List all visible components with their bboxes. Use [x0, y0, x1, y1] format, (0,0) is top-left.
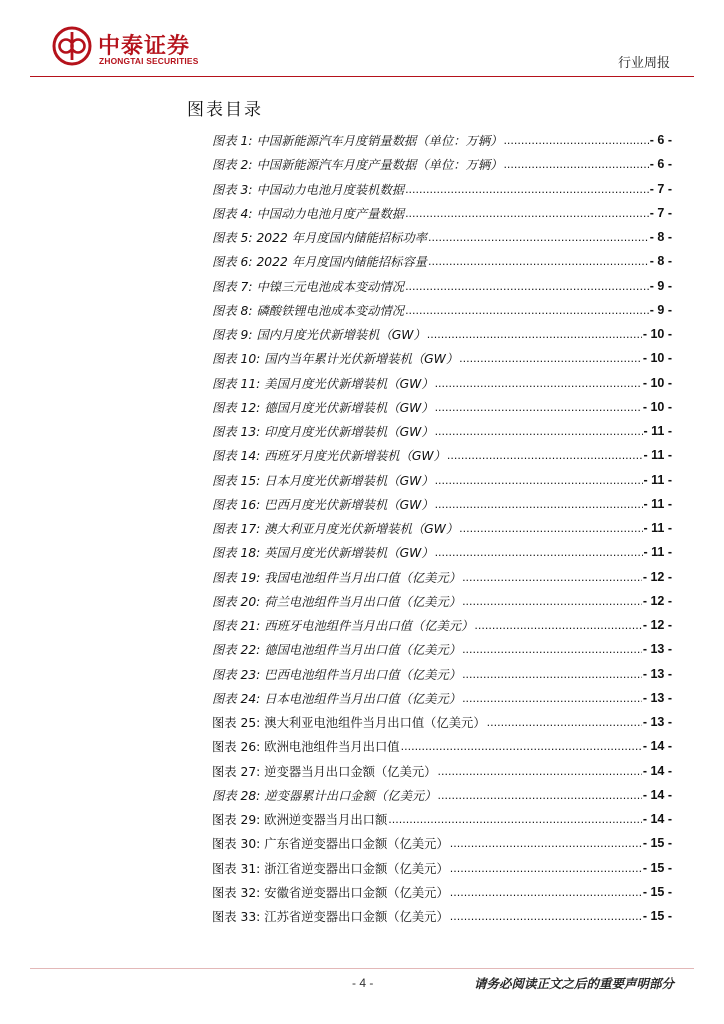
toc-entry-title: 中国新能源汽车月度销量数据（单位：万辆） — [256, 134, 503, 149]
toc-entry-page: - 12 - — [642, 569, 672, 584]
page-header — [0, 0, 724, 80]
toc-entry[interactable] — [212, 274, 672, 298]
toc-entry-page: - 15 - — [642, 836, 672, 851]
toc-leader-dots — [450, 861, 642, 875]
toc-leader-dots — [388, 812, 642, 826]
toc-entry-label: 图表 10: — [212, 352, 261, 367]
toc-entry[interactable] — [212, 322, 672, 346]
toc-entry-title: 2022 年月度国内储能招标功率 — [256, 231, 427, 246]
toc-entry-label: 图表 4: — [212, 206, 253, 221]
toc-entry[interactable] — [212, 565, 672, 589]
toc-leader-dots — [462, 594, 642, 608]
toc-entry[interactable] — [212, 662, 672, 686]
toc-leader-dots — [459, 351, 642, 365]
toc-entry-page: - 10 - — [642, 351, 672, 366]
toc-entry-title: 江苏省逆变器出口金额（亿美元） — [264, 910, 449, 925]
toc-entry-label: 图表 23: — [212, 667, 261, 682]
toc-entry-page: - 14 - — [642, 787, 672, 802]
toc-entry[interactable] — [212, 201, 672, 225]
toc-entry-page: - 13 - — [642, 690, 672, 705]
toc-entry-page: - 6 - — [649, 157, 672, 172]
toc-entry-label: 图表 22: — [212, 643, 261, 658]
toc-entry-page: - 10 - — [642, 399, 672, 414]
toc-entry[interactable] — [212, 371, 672, 395]
toc-leader-dots — [405, 206, 649, 220]
toc-entry-title: 荷兰电池组件当月出口值（亿美元） — [264, 594, 462, 609]
toc-entry-label: 图表 13: — [212, 425, 261, 440]
toc-leader-dots — [462, 570, 642, 584]
toc-entry-page: - 11 - — [643, 424, 672, 439]
toc-entry-page: - 15 - — [642, 884, 672, 899]
toc-entry-page: - 13 - — [642, 642, 672, 657]
toc-entry-label: 图表 18: — [212, 546, 261, 561]
toc-entry-title: 澳大利亚电池组件当月出口值（亿美元） — [264, 716, 486, 731]
toc-entry-page: - 14 - — [642, 739, 672, 754]
toc-leader-dots — [435, 473, 643, 487]
toc-leader-dots — [462, 691, 642, 705]
header-divider — [30, 76, 694, 77]
toc-leader-dots — [474, 618, 641, 632]
toc-entry[interactable] — [212, 128, 672, 152]
toc-entry-page: - 9 - — [649, 278, 672, 293]
toc-entry[interactable] — [212, 249, 672, 273]
footer-divider — [30, 968, 694, 969]
toc-entry[interactable] — [212, 589, 672, 613]
toc-leader-dots — [428, 254, 649, 268]
toc-entry-label: 图表 20: — [212, 594, 261, 609]
toc-entry-page: - 11 - — [643, 521, 672, 536]
toc-leader-dots — [437, 788, 641, 802]
toc-entry-label: 图表 3: — [212, 182, 253, 197]
toc-entry-label: 图表 19: — [212, 570, 261, 585]
toc-entry[interactable] — [212, 783, 672, 807]
toc-leader-dots — [435, 497, 643, 511]
toc-entry-page: - 9 - — [649, 302, 672, 317]
toc-entry[interactable] — [212, 540, 672, 564]
toc-entry-title: 中国动力电池月度装机数据 — [256, 182, 405, 197]
toc-leader-dots — [503, 133, 648, 147]
toc-entry-page: - 7 - — [649, 181, 672, 196]
toc-entry[interactable] — [212, 516, 672, 540]
toc-entry-label: 图表 27: — [212, 764, 261, 779]
toc-entry-title: 印度月度光伏新增装机（GW） — [264, 425, 434, 440]
toc-leader-dots — [401, 739, 642, 753]
toc-entry-page: - 8 - — [649, 230, 672, 245]
toc-entry-title: 日本月度光伏新增装机（GW） — [264, 473, 434, 488]
toc-entry-label: 图表 11: — [212, 376, 261, 391]
toc-leader-dots — [437, 764, 641, 778]
toc-entry-label: 图表 26: — [212, 740, 261, 755]
toc-entry-title: 美国月度光伏新增装机（GW） — [264, 376, 434, 391]
toc-leader-dots — [450, 836, 642, 850]
toc-leader-dots — [462, 667, 642, 681]
toc-entry-page: - 10 - — [642, 327, 672, 342]
toc-entry[interactable] — [212, 637, 672, 661]
toc-entry-title: 中镍三元电池成本变动情况 — [256, 279, 405, 294]
toc-entry[interactable] — [212, 613, 672, 637]
toc-leader-dots — [487, 715, 642, 729]
toc-entry[interactable] — [212, 856, 672, 880]
toc-entry[interactable] — [212, 686, 672, 710]
toc-entry-label: 图表 30: — [212, 837, 261, 852]
toc-entry-label: 图表 17: — [212, 522, 261, 537]
toc-leader-dots — [435, 400, 642, 414]
toc-entry[interactable] — [212, 904, 672, 928]
toc-entry-page: - 12 - — [642, 618, 672, 633]
toc-entry-title: 广东省逆变器出口金额（亿美元） — [264, 837, 449, 852]
toc-leader-dots — [435, 424, 643, 438]
toc-entry-title: 我国电池组件当月出口值（亿美元） — [264, 570, 462, 585]
toc-entry-page: - 12 - — [642, 593, 672, 608]
footer-disclaimer: 请务必阅读正文之后的重要声明部分 — [473, 976, 674, 991]
toc-entry-label: 图表 14: — [212, 449, 261, 464]
toc-entry[interactable] — [212, 759, 672, 783]
toc-entry-title: 2022 年月度国内储能招标容量 — [256, 255, 427, 270]
toc-entry-title: 逆变器累计出口金额（亿美元） — [264, 788, 437, 803]
toc-entry-label: 图表 6: — [212, 255, 253, 270]
toc-entry-title: 国内当年累计光伏新增装机（GW） — [264, 352, 459, 367]
toc-entry[interactable] — [212, 346, 672, 370]
toc-entry-label: 图表 1: — [212, 134, 253, 149]
toc-leader-dots — [405, 279, 649, 293]
toc-entry-title: 逆变器当月出口金额（亿美元） — [264, 764, 437, 779]
toc-entry-label: 图表 16: — [212, 497, 261, 512]
toc-entry-label: 图表 32: — [212, 885, 261, 900]
toc-entry-label: 图表 24: — [212, 691, 261, 706]
brand-name-en: ZHONGTAI SECURITIES — [99, 56, 199, 66]
toc-entry-title: 中国动力电池月度产量数据 — [256, 206, 405, 221]
toc-entry-title: 中国新能源汽车月度产量数据（单位：万辆） — [256, 158, 503, 173]
toc-entry-label: 图表 5: — [212, 231, 253, 246]
toc-leader-dots — [447, 448, 643, 462]
toc-leader-dots — [462, 642, 642, 656]
toc-entry[interactable] — [212, 177, 672, 201]
toc-entry-page: - 7 - — [649, 205, 672, 220]
toc-entry[interactable] — [212, 710, 672, 734]
toc-entry[interactable] — [212, 831, 672, 855]
toc-entry[interactable] — [212, 395, 672, 419]
toc-entry[interactable] — [212, 152, 672, 176]
toc-entry-page: - 6 - — [649, 133, 672, 148]
toc-entry-page: - 13 - — [642, 715, 672, 730]
toc-entry-page: - 11 - — [643, 545, 672, 560]
toc-entry-title: 国内月度光伏新增装机（GW） — [256, 328, 426, 343]
toc-entry-label: 图表 29: — [212, 813, 261, 828]
toc-leader-dots — [405, 182, 649, 196]
toc-entry-label: 图表 21: — [212, 619, 261, 634]
toc-entry-page: - 13 - — [642, 666, 672, 681]
toc-entry-page: - 10 - — [642, 375, 672, 390]
toc-entry[interactable] — [212, 492, 672, 516]
toc-entry[interactable] — [212, 419, 672, 443]
toc-entry[interactable] — [212, 880, 672, 904]
toc-entry-label: 图表 7: — [212, 279, 253, 294]
toc-entry-page: - 15 - — [642, 909, 672, 924]
toc-entry-page: - 11 - — [643, 472, 672, 487]
toc-leader-dots — [503, 157, 648, 171]
toc-entry-title: 澳大利亚月度光伏新增装机（GW） — [264, 522, 459, 537]
toc-entry-page: - 14 - — [642, 763, 672, 778]
toc-leader-dots — [435, 545, 643, 559]
toc-entry-label: 图表 8: — [212, 303, 253, 318]
page-number: - 4 - — [352, 976, 374, 990]
toc-leader-dots — [427, 327, 642, 341]
toc-entry-label: 图表 33: — [212, 910, 261, 925]
report-type: 行业周报 — [617, 56, 670, 71]
toc-leader-dots — [459, 521, 642, 535]
toc-entry-label: 图表 9: — [212, 328, 253, 343]
toc-entry-title: 日本电池组件当月出口值（亿美元） — [264, 691, 462, 706]
toc-entry-title: 西班牙月度光伏新增装机（GW） — [264, 449, 446, 464]
toc-entry-title: 浙江省逆变器出口金额（亿美元） — [264, 861, 449, 876]
toc-entry-title: 巴西电池组件当月出口值（亿美元） — [264, 667, 462, 682]
toc-entry-title: 安徽省逆变器出口金额（亿美元） — [264, 885, 449, 900]
toc-entry[interactable] — [212, 807, 672, 831]
toc-entry-page: - 15 - — [642, 860, 672, 875]
toc-entry-label: 图表 31: — [212, 861, 261, 876]
toc-entry-title: 西班牙电池组件当月出口值（亿美元） — [264, 619, 474, 634]
toc-entry-title: 欧洲逆变器当月出口额 — [264, 813, 388, 828]
toc-entry-title: 英国月度光伏新增装机（GW） — [264, 546, 434, 561]
toc-entry[interactable] — [212, 298, 672, 322]
toc-entry-label: 图表 15: — [212, 473, 261, 488]
toc-entry-label: 图表 28: — [212, 788, 261, 803]
toc-entry-label: 图表 2: — [212, 158, 253, 173]
toc-entry-title: 巴西月度光伏新增装机（GW） — [264, 497, 434, 512]
toc-leader-dots — [405, 303, 649, 317]
section-title: 图表目录 — [187, 100, 263, 120]
toc-entry-label: 图表 12: — [212, 400, 261, 415]
toc-entry[interactable] — [212, 734, 672, 758]
toc-entry-title: 磷酸铁锂电池成本变动情况 — [256, 303, 405, 318]
toc-entry-page: - 11 - — [643, 448, 672, 463]
toc-leader-dots — [428, 230, 649, 244]
toc-entry[interactable] — [212, 468, 672, 492]
figure-table-of-contents — [212, 128, 672, 928]
toc-leader-dots — [435, 376, 642, 390]
toc-entry-label: 图表 25: — [212, 716, 261, 731]
toc-entry-title: 德国电池组件当月出口值（亿美元） — [264, 643, 462, 658]
toc-entry-page: - 8 - — [649, 254, 672, 269]
toc-leader-dots — [450, 885, 642, 899]
toc-entry[interactable] — [212, 225, 672, 249]
toc-entry-title: 德国月度光伏新增装机（GW） — [264, 400, 434, 415]
toc-entry-page: - 11 - — [643, 496, 672, 511]
toc-entry-page: - 14 - — [642, 812, 672, 827]
toc-entry-title: 欧洲电池组件当月出口值 — [264, 740, 400, 755]
toc-entry[interactable] — [212, 443, 672, 467]
zhongtai-logo-icon — [52, 26, 92, 66]
toc-leader-dots — [450, 909, 642, 923]
brand-name-cn: 中泰证券 — [98, 34, 191, 59]
